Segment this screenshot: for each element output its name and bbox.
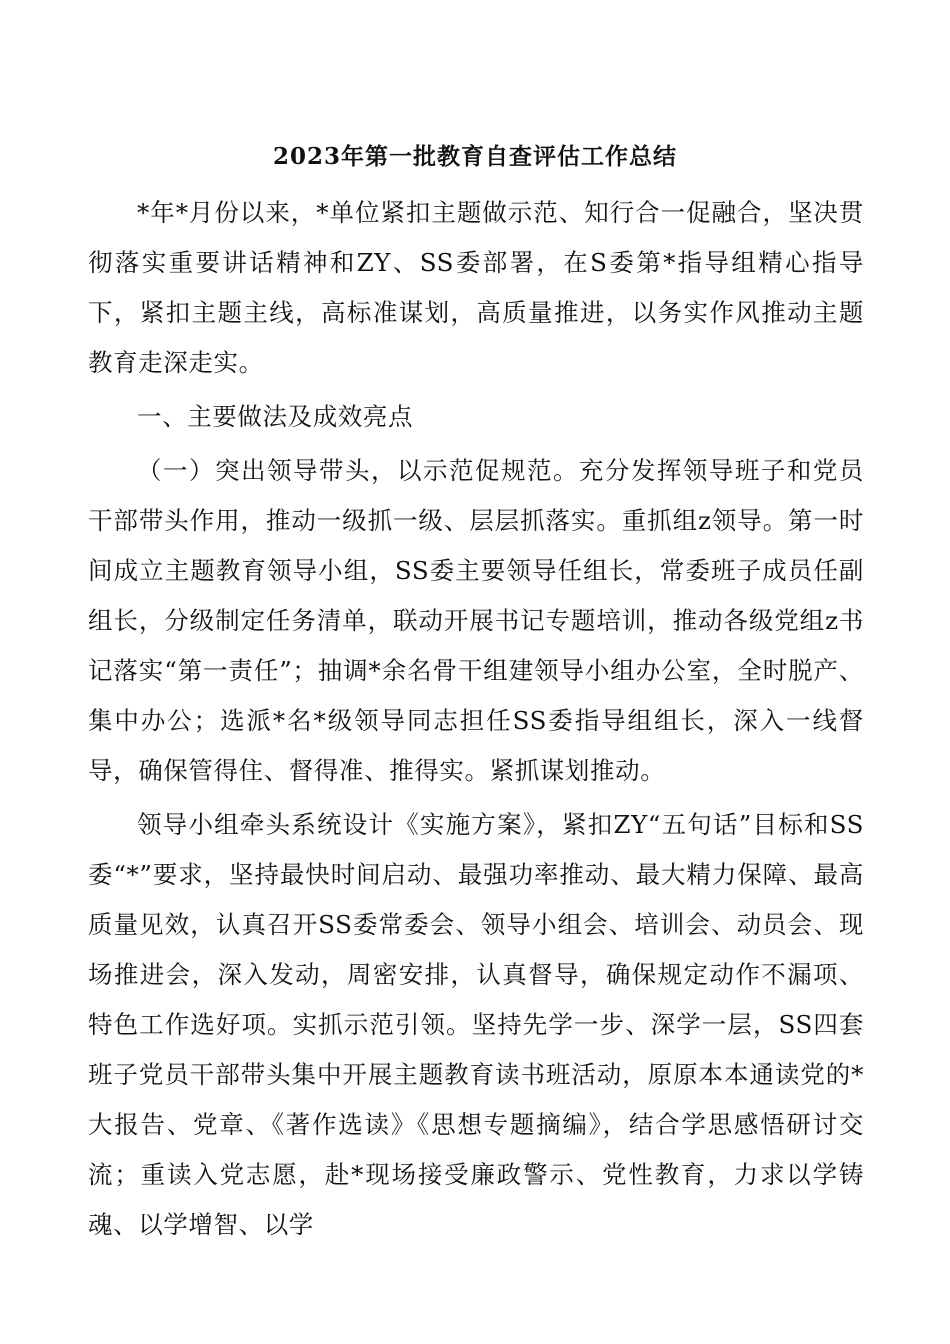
intro-paragraph: *年*月份以来，*单位紧扣主题做示范、知行合一促融合，坚决贯彻落实重要讲话精神和ZY、SS委部署，在S委第*指导组精心指导下，紧扣主题主线，高标准谋划，高质量推进，以务实作风推动主题教育走深走实。: [88, 198, 864, 377]
section-1-paragraph-1: （一）突出领导带头，以示范促规范。充分发挥领导班子和党员干部带头作用，推动一级抓一级、层层抓落实。重抓组z领导。第一时间成立主题教育领导小组，SS委主要领导任组长，常委班子成员任副组长，分级制定任务清单，联动开展书记专题培训，推动各级党组z书记落实“第一责任”；抽调*余名骨干组建领导小组办公室，全时脱产、集中办公；选派*名*级领导同志担任SS委指导组组长，深入一线督导，确保管得住、督得准、推得实。紧抓谋划推动。: [88, 456, 864, 785]
section-1-paragraph-2: 领导小组牵头系统设计《实施方案》，紧扣ZY“五句话”目标和SS委“*”要求，坚持最快时间启动、最强功率推动、最大精力保障、最高质量见效，认真召开SS委常委会、领导小组会、培训会、动员会、现场推进会，深入发动，周密安排，认真督导，确保规定动作不漏项、特色工作选好项。实抓示范引领。坚持先学一步、深学一层，SS四套班子党员干部带头集中开展主题教育读书班活动，原原本本通读党的*大报告、党章、《著作选读》《思想专题摘编》，结合学思感悟研讨交流；重读入党志愿，赴*现场接受廉政警示、党性教育，力求以学铸魂、以学增智、以学: [88, 810, 864, 1239]
section-heading-1: 一、主要做法及成效亮点: [137, 402, 414, 431]
document-title: 2023年第一批教育自查评估工作总结: [272, 143, 677, 170]
